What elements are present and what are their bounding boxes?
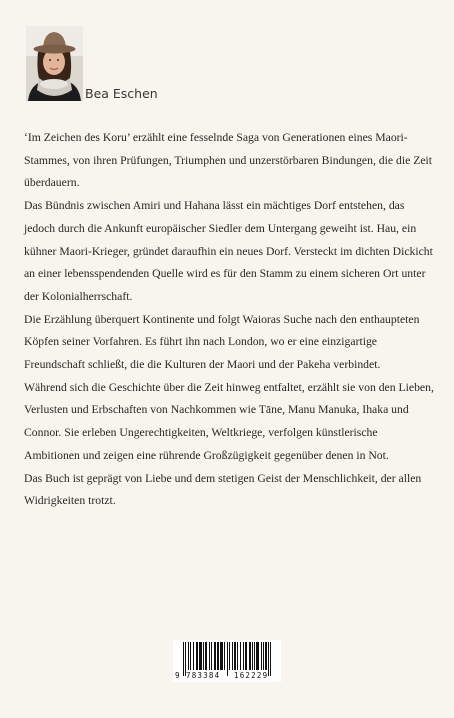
barcode-bar <box>220 642 223 670</box>
blurb-paragraph: Während sich die Geschichte über die Zeit hinweg entfaltet, erzählt sie von den Lieben, Verlusten und Erbschaften von Nachkommen wie Tāne, Manu Manuka, Ihaka und Connor. Sie erleben Ungerechtigkeiten, Weltkriege, verfolgen künstlerische Ambitionen und zeigen eine rührende Großzügigkeit gegenüber denen in Not. <box>24 380 434 462</box>
barcode-bar <box>249 642 251 670</box>
barcode-bar <box>256 642 259 670</box>
barcode-bar <box>237 642 238 670</box>
barcode-bar <box>261 642 262 670</box>
barcode-bar <box>243 642 244 670</box>
blurb-paragraph: ‘Im Zeichen des Koru’ erzählt eine fesselnde Saga von Generationen eines Maori-Stammes, von ihren Prüfungen, Triumphen und unzerstörbaren Bindungen, die die Zeit überdauern. <box>24 131 433 190</box>
barcode-right-digits: 162229 <box>234 671 269 680</box>
back-cover-blurb <box>24 127 434 513</box>
barcode-bar <box>205 642 207 670</box>
barcode-bar <box>265 642 267 670</box>
barcode-bar <box>209 642 210 670</box>
barcode-bar <box>263 642 264 670</box>
barcode-bar <box>217 642 219 670</box>
barcode-bar <box>190 642 191 670</box>
barcode-bar <box>211 642 212 670</box>
barcode-bar <box>193 642 194 670</box>
barcode-digits <box>173 670 281 680</box>
barcode-bar <box>203 642 204 670</box>
barcode-bar <box>229 642 230 670</box>
barcode-bar <box>234 642 236 670</box>
blurb-paragraph: Das Buch ist geprägt von Liebe und dem stetigen Geist der Menschlichkeit, der allen Widrigkeiten trotzt. <box>24 471 422 508</box>
barcode-icon <box>173 640 281 682</box>
barcode-bar <box>254 642 255 670</box>
barcode-bar <box>196 642 198 670</box>
barcode-lead-digit: 9 <box>175 671 180 680</box>
barcode-bar <box>214 642 216 670</box>
barcode-bar <box>240 642 241 670</box>
barcode-bar <box>232 642 233 670</box>
barcode-bar <box>199 642 202 670</box>
barcode-left-digits: 783384 <box>186 671 221 680</box>
barcode-bar <box>188 642 189 670</box>
barcode-bar <box>245 642 247 670</box>
author-portrait-icon <box>26 26 83 101</box>
blurb-paragraph: Die Erzählung überquert Kontinente und folgt Waioras Suche nach den enthaupteten Köpfen seiner Vorfahren. Es führt ihn nach London, wo er eine einzigartige Freundschaft schließt, die die Kulturen der Maori und der Pakeha verbindet. <box>24 312 420 372</box>
blurb-paragraph: Das Bündnis zwischen Amiri und Hahana lässt ein mächtiges Dorf entstehen, das jedoch durch die Ankunft europäischer Siedler dem Untergang geweiht ist. Hau, ein kühner Maori-Krieger, gründet daraufhin ein neues Dorf. Versteckt im dichten Dickicht an einer lebensspendenden Quelle wird es für den Stamm zu einem sicheren Ort unter der Kolonialherrschaft. <box>24 199 433 303</box>
author-block <box>26 26 158 101</box>
barcode-bar <box>252 642 253 670</box>
barcode-bar <box>224 642 225 670</box>
author-name: Bea Eschen <box>85 86 158 101</box>
